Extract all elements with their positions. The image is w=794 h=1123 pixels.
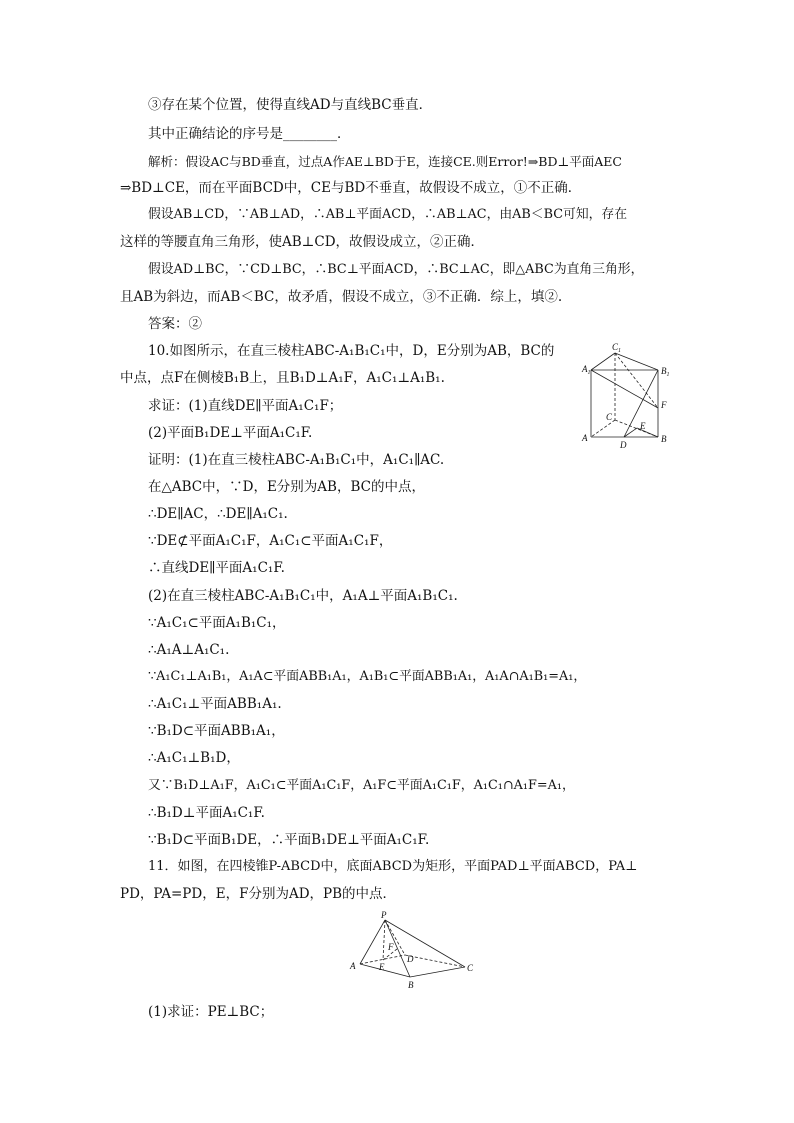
text-line: 10.如图所示，在直三棱柱ABC-A₁B₁C₁中，D，E分别为AB，BC的: [148, 343, 555, 359]
prism-label-b1: $B_1$: [661, 366, 670, 378]
text-line: 在△ABC中，∵D，E分别为AB，BC的中点，: [148, 479, 425, 495]
prism-label-d: D: [620, 440, 627, 450]
text-line: 又∵B₁D⊥A₁F，A₁C₁⊂平面A₁C₁F，A₁F⊂平面A₁C₁F，A₁C₁∩A₁F=A₁，: [148, 778, 575, 793]
text-line: (2)在直三棱柱ABC-A₁B₁C₁中，A₁A⊥平面A₁B₁C₁.: [148, 588, 458, 604]
prism-label-c: C: [606, 412, 613, 422]
pyramid-label-e: E: [379, 962, 385, 972]
text-line: 假设AB⊥CD，∵AB⊥AD，∴AB⊥平面ACD，∴AB⊥AC，由AB＜BC可知，存在: [148, 207, 628, 222]
prism-label-a: A: [582, 433, 588, 443]
prism-label-f: F: [661, 400, 667, 410]
text-line: ∵DE⊄平面A₁C₁F，A₁C₁⊂平面A₁C₁F，: [148, 533, 393, 549]
text-line: 11．如图，在四棱锥P-ABCD中，底面ABCD为矩形，平面PAD⊥平面ABCD，PA⊥: [148, 859, 638, 874]
text-line: ⇒BD⊥CE，而在平面BCD中，CE与BD不垂直，故假设不成立，①不正确．: [120, 180, 582, 196]
pyramid-label-b: B: [408, 980, 414, 990]
text-line: PD，PA=PD，E，F分别为AD，PB的中点．: [120, 886, 397, 902]
text-line: 中点，点F在侧棱B₁B上，且B₁D⊥A₁F，A₁C₁⊥A₁B₁.: [120, 370, 445, 386]
text-line: ③存在某个位置，使得直线AD与直线BC垂直．: [148, 97, 433, 113]
text-line: 解析：假设AC与BD垂直，过点A作AE⊥BD于E，连接CE.则Error!⇒BD⊥平面AEC: [148, 154, 622, 169]
prism-label-e: E: [640, 421, 646, 431]
text-line: (1)求证：PE⊥BC；: [148, 1004, 274, 1020]
prism-label-c1: $C_1$: [612, 342, 622, 354]
text-line: ∵A₁C₁⊥A₁B₁，A₁A⊂平面ABB₁A₁，A₁B₁⊂平面ABB₁A₁，A₁A∩A₁B₁=A₁，: [148, 669, 587, 684]
pyramid-label-a: A: [350, 961, 356, 971]
text-line: 求证：(1)直线DE∥平面A₁C₁F；: [148, 398, 343, 414]
pyramid-label-f: F: [388, 942, 394, 952]
text-line: ∴DE∥AC，∴DE∥A₁C₁.: [148, 506, 288, 522]
text-line: ∴A₁C₁⊥平面ABB₁A₁.: [148, 696, 282, 712]
text-line: 证明：(1)在直三棱柱ABC-A₁B₁C₁中，A₁C₁∥AC.: [148, 452, 445, 468]
text-line: ∵A₁C₁⊂平面A₁B₁C₁，: [148, 615, 286, 631]
text-line: ∴A₁C₁⊥B₁D，: [148, 750, 240, 766]
text-line: ∴A₁A⊥A₁C₁.: [148, 642, 230, 658]
text-line: ∴B₁D⊥平面A₁C₁F.: [148, 805, 265, 821]
text-line: 假设AD⊥BC，∵CD⊥BC，∴BC⊥平面ACD，∴BC⊥AC，即△ABC为直角三角形，: [148, 262, 644, 277]
prism-figure: [580, 340, 680, 455]
text-line: (2)平面B₁DE⊥平面A₁C₁F.: [148, 425, 313, 441]
text-line: 其中正确结论的序号是________．: [148, 126, 351, 142]
pyramid-label-p: P: [381, 910, 387, 920]
text-line: 答案：②: [148, 316, 202, 332]
pyramid-figure: [345, 910, 480, 992]
pyramid-label-c: C: [467, 963, 474, 973]
pyramid-label-d: D: [407, 954, 414, 964]
text-line: ∵B₁D⊂平面B₁DE，∴平面B₁DE⊥平面A₁C₁F.: [148, 832, 430, 848]
text-line: ∴直线DE∥平面A₁C₁F.: [148, 560, 285, 576]
prism-label-a1: $A_1$: [582, 364, 591, 376]
text-line: ∵B₁D⊂平面ABB₁A₁，: [148, 723, 285, 739]
text-line: 这样的等腰直角三角形，使AB⊥CD，故假设成立，②正确．: [120, 234, 485, 250]
text-line: 且AB为斜边，而AB＜BC，故矛盾，假设不成立，③不正确．综上，填②.: [120, 289, 563, 305]
prism-label-b: B: [661, 434, 667, 444]
